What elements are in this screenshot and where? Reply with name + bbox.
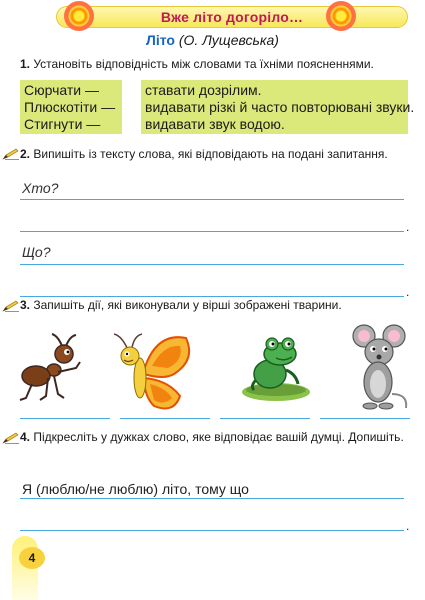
answer-line[interactable] [20, 199, 404, 200]
answer-line[interactable] [20, 264, 404, 265]
match-definition[interactable]: видавати різкі й часто повторювані звуки. [145, 99, 415, 115]
line-end-period: . [406, 519, 410, 533]
answer-line[interactable] [220, 418, 310, 419]
answer-line[interactable] [20, 231, 404, 232]
answer-line[interactable] [320, 418, 410, 419]
ant-image [18, 332, 86, 404]
task1-instruction [20, 57, 374, 71]
mouse-image [352, 324, 410, 414]
task4-text: Підкресліть у дужках слово, яке відповідає вашій думці. Допишіть. [33, 430, 404, 444]
match-word[interactable]: Сюрчати — [24, 82, 99, 98]
match-definitions-box [141, 80, 415, 134]
flower-right-icon [326, 1, 356, 31]
match-word[interactable]: Плюскотіти — [24, 99, 116, 115]
line-end-period: . [406, 285, 410, 299]
poem-title: Літо [146, 32, 175, 48]
question-what: Що? [22, 244, 51, 260]
flower-left-icon [64, 1, 94, 31]
page-number: 4 [19, 547, 45, 569]
poem-subtitle [0, 32, 425, 48]
match-word[interactable]: Стигнути — [24, 116, 101, 132]
task2-number: 2. [20, 147, 31, 161]
task4-number: 4. [20, 430, 31, 444]
answer-line[interactable] [20, 498, 404, 499]
task1-text: Установіть відповідність між словами та їхніми поясненнями. [33, 57, 374, 71]
task3-number: 3. [20, 298, 31, 312]
answer-line[interactable] [20, 530, 404, 531]
task3-text: Запишіть дії, які виконували у вірші зображені тварини. [33, 298, 342, 312]
match-definition[interactable]: ставати дозрілим. [145, 82, 262, 98]
pencil-icon [2, 432, 20, 444]
match-words-box [20, 80, 122, 134]
butterfly-image [104, 330, 196, 416]
poem-author: (О. Лущевська) [178, 32, 279, 48]
line-end-period: . [406, 220, 410, 234]
task1-number: 1. [20, 57, 31, 71]
pencil-icon [2, 148, 20, 160]
frog-image [240, 334, 314, 404]
pencil-icon [2, 300, 20, 312]
task2-text: Випишіть із тексту слова, які відповідають на подані запитання. [33, 147, 388, 161]
page-title: Вже літо догоріло… [160, 9, 304, 25]
answer-line[interactable] [20, 418, 110, 419]
match-definition[interactable]: видавати звук водою. [145, 116, 285, 132]
task3-instruction [20, 298, 342, 312]
answer-line[interactable] [20, 296, 404, 297]
question-who: Хто? [22, 180, 59, 196]
task2-instruction [20, 147, 388, 161]
task4-instruction [20, 430, 404, 444]
sentence-starter: Я (люблю/не люблю) літо, тому що [22, 481, 249, 497]
answer-line[interactable] [120, 418, 210, 419]
